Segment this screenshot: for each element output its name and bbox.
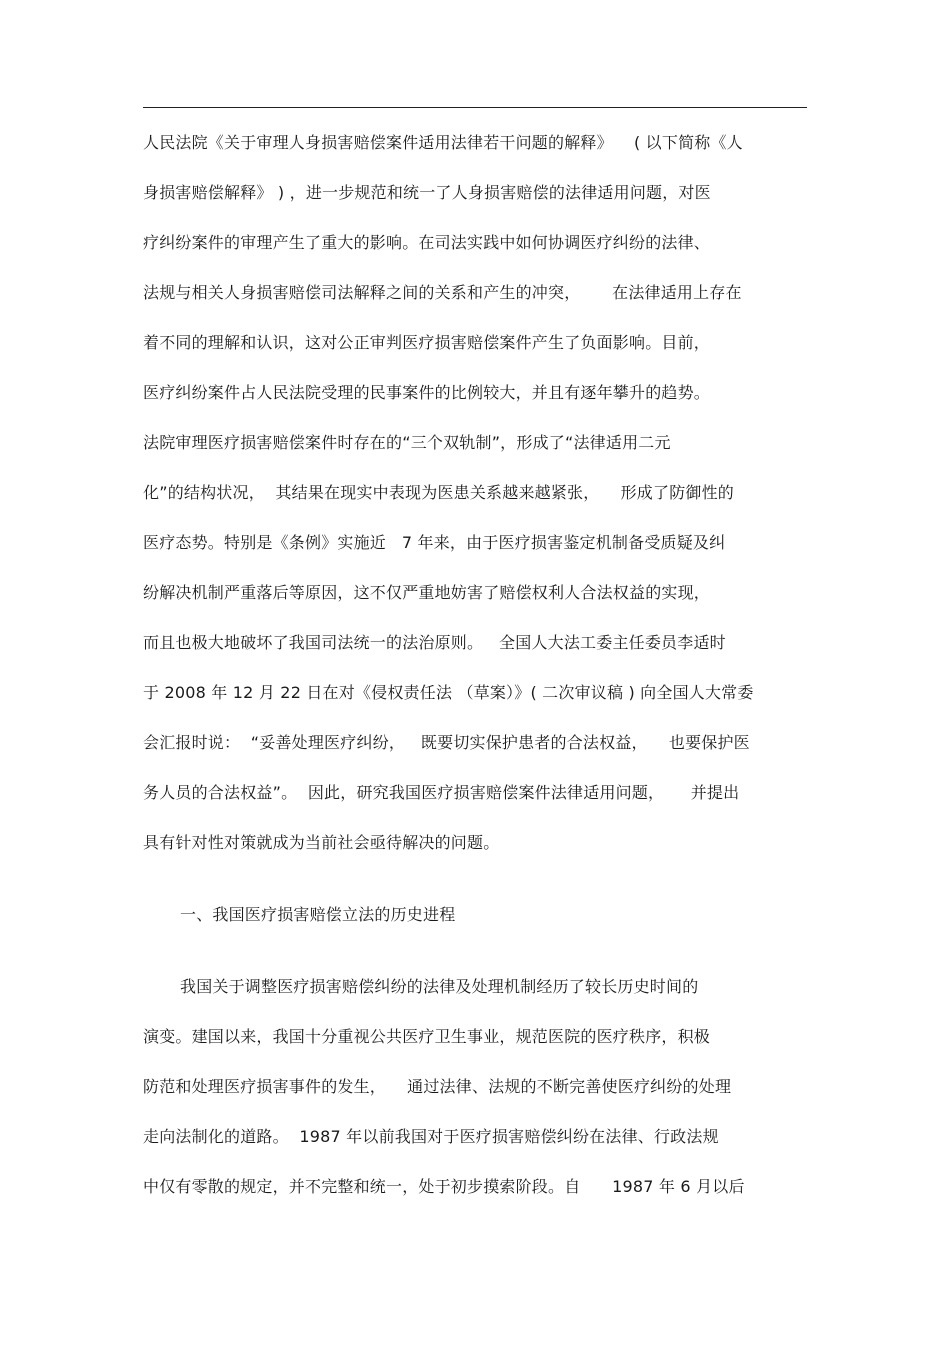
paragraph1-line-9: 医疗态势。特别是《条例》实施近 7 年来，由于医疗损害鉴定机制备受质疑及纠 (143, 533, 726, 552)
paragraph1-line-7: 法院审理医疗损害赔偿案件时存在的“三个双轨制”，形成了“法律适用二元 (143, 433, 671, 452)
paragraph1-line-11: 而且也极大地破坏了我国司法统一的法治原则。 全国人大法工委主任委员李适时 (143, 633, 726, 652)
paragraph1-line-10: 纷解决机制严重落后等原因，这不仅严重地妨害了赔偿权利人合法权益的实现， (143, 583, 711, 602)
paragraph1-line-2: 身损害赔偿解释》 ) ，进一步规范和统一了人身损害赔偿的法律适用问题，对医 (143, 183, 711, 202)
paragraph2-line-4: 走向法制化的道路。 1987 年以前我国对于医疗损害赔偿纠纷在法律、行政法规 (143, 1127, 719, 1146)
paragraph1-line-13: 会汇报时说： “妥善处理医疗纠纷， 既要切实保护患者的合法权益， 也要保护医 (143, 733, 750, 752)
paragraph1-line-14: 务人员的合法权益”。 因此，研究我国医疗损害赔偿案件法律适用问题， 并提出 (143, 783, 740, 802)
paragraph2-line-5: 中仅有零散的规定，并不完整和统一，处于初步摸索阶段。自 1987 年 6 月以后 (143, 1177, 745, 1196)
header-rule (143, 107, 807, 108)
paragraph1-line-3: 疗纠纷案件的审理产生了重大的影响。在司法实践中如何协调医疗纠纷的法律、 (143, 233, 711, 252)
paragraph1-line-12: 于 2008 年 12 月 22 日在对《侵权责任法 （草案）》( 二次审议稿 ) 向全国人大常委 (143, 683, 754, 702)
paragraph1-line-15: 具有针对性对策就成为当前社会亟待解决的问题。 (143, 833, 500, 852)
paragraph2-line-3: 防范和处理医疗损害事件的发生， 通过法律、法规的不断完善使医疗纠纷的处理 (143, 1077, 732, 1096)
paragraph2-line-2: 演变。建国以来，我国十分重视公共医疗卫生事业，规范医院的医疗秩序，积极 (143, 1027, 711, 1046)
paragraph1-line-5: 着不同的理解和认识，这对公正审判医疗损害赔偿案件产生了负面影响。目前， (143, 333, 711, 352)
paragraph1-line-4: 法规与相关人身损害赔偿司法解释之间的关系和产生的冲突， 在法律适用上存在 (143, 283, 742, 302)
paragraph2-line-1: 我国关于调整医疗损害赔偿纠纷的法律及处理机制经历了较长历史时间的 (180, 977, 699, 996)
paragraph1-line-6: 医疗纠纷案件占人民法院受理的民事案件的比例较大，并且有逐年攀升的趋势。 (143, 383, 711, 402)
paragraph1-line-8: 化”的结构状况， 其结果在现实中表现为医患关系越来越紧张， 形成了防御性的 (143, 483, 735, 502)
paragraph1-line-1: 人民法院《关于审理人身损害赔偿案件适用法律若干问题的解释》 ( 以下简称《人 (143, 133, 743, 152)
section-heading: 一、我国医疗损害赔偿立法的历史进程 (180, 905, 456, 924)
